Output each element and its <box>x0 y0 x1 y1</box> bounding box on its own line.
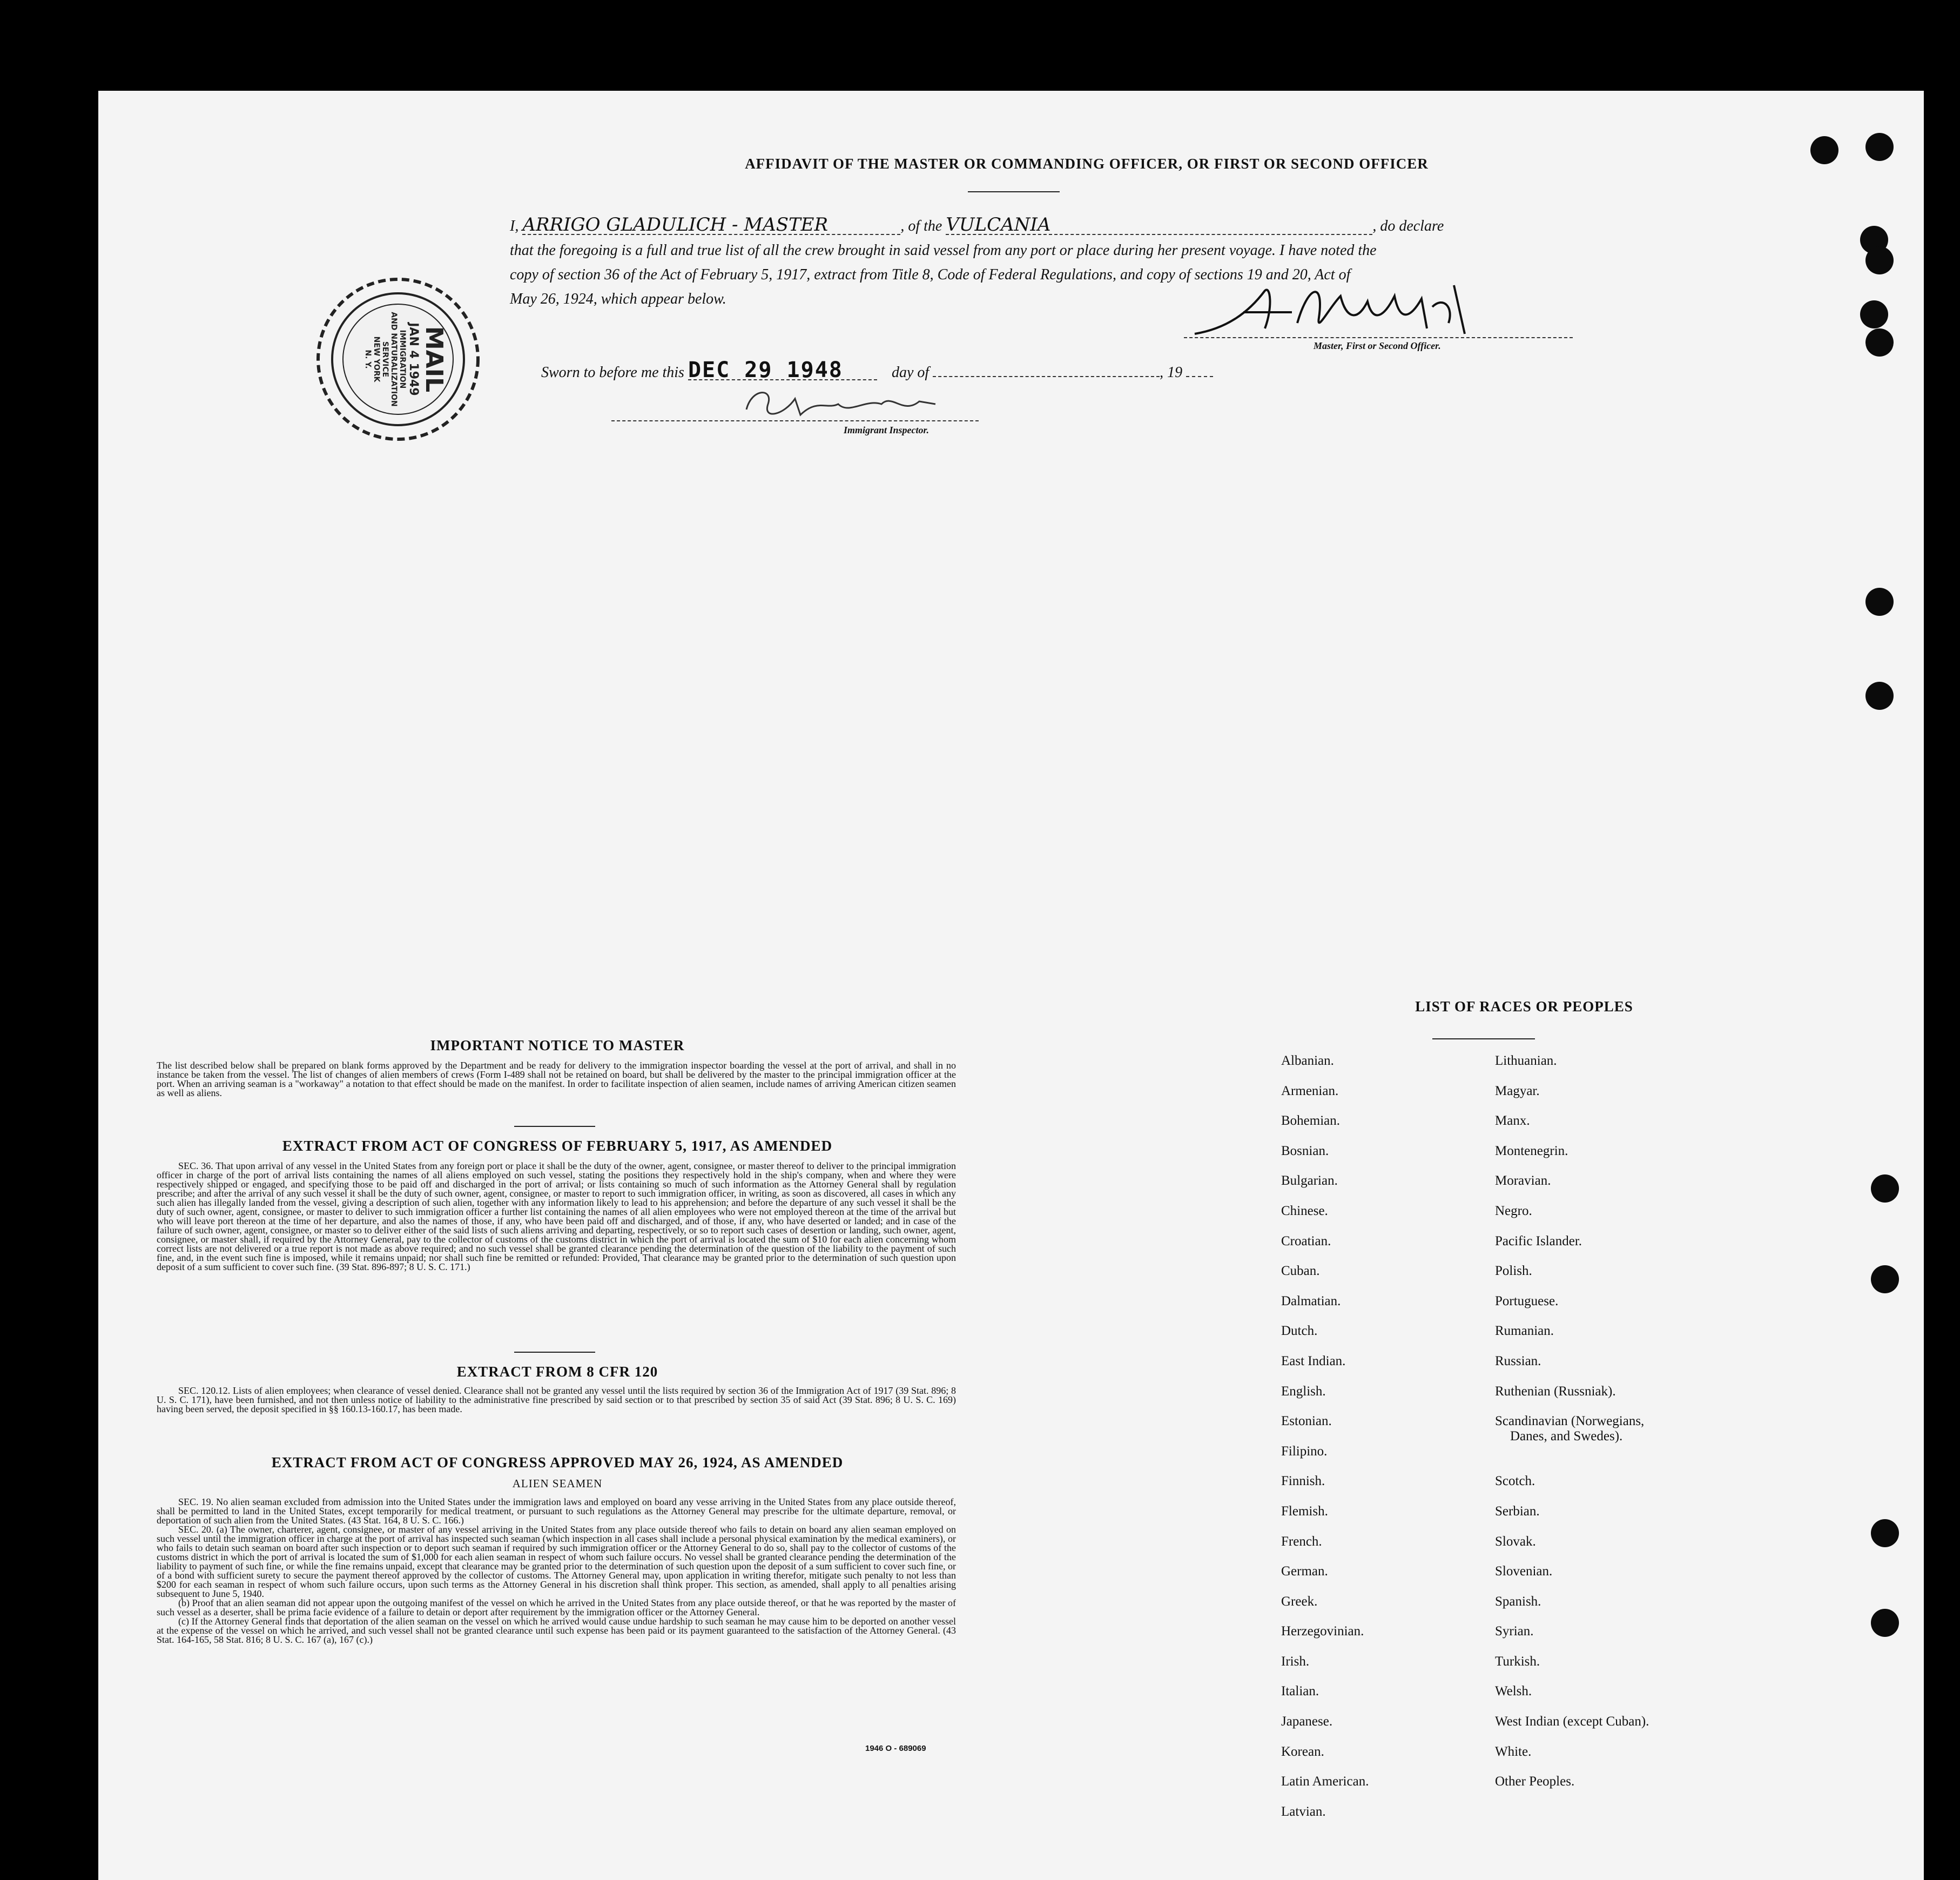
race-item: German. <box>1281 1564 1328 1579</box>
race-item: Montenegrin. <box>1495 1143 1568 1158</box>
race-item: Turkish. <box>1495 1654 1540 1669</box>
document-sheet <box>98 91 1924 1880</box>
race-item: Spanish. <box>1495 1594 1541 1609</box>
extract2-body: SEC. 120.12. Lists of alien employees; when clearance of vessel denied. Clearance shall not be granted any vessel until the lists required by section 36 of the Immigration Act of 1917 (39 Stat. 896; 8 U. S. C. 171), have been furnished, and not then unless notice of liability to the administrative fine prescribed by said section or to that prescribed by section 35 of said Act (39 Stat. 896; 8 U. S. C. 169) having been served, the deposit specified in §§ 160.13-160.17, has been made. <box>157 1385 956 1414</box>
notice-title: IMPORTANT NOTICE TO MASTER <box>430 1037 685 1053</box>
race-item: Armenian. <box>1281 1083 1339 1098</box>
race-item: Flemish. <box>1281 1503 1328 1519</box>
day-of-field[interactable] <box>933 376 1160 377</box>
inspector-line <box>611 420 979 421</box>
declaration-line-2: that the foregoing is a full and true list of all the crew brought in said vessel from any port or place during her present voyage. I have noted the <box>510 242 1377 259</box>
race-item: Russian. <box>1495 1353 1541 1368</box>
binder-hole <box>1865 246 1894 274</box>
extract3-sec19: SEC. 19. No alien seaman excluded from admission into the United States under the immigration laws and employed on board any vesse arriving in the United States from any place outside thereof, shall be permitted to land in the United States, except temporarily for medical treatment, or pursuant to such regulations as the Attorney General may prescribe for the ultimate departure, removal, or deportation of such alien from the United States. (43 Stat. 164, 8 U. S. C. 166.) <box>157 1496 956 1526</box>
race-item: Magyar. <box>1495 1083 1540 1098</box>
race-item: Chinese. <box>1281 1203 1328 1218</box>
race-item: Italian. <box>1281 1684 1319 1699</box>
race-item: Slovak. <box>1495 1534 1536 1549</box>
immigration-mail-stamp <box>314 276 482 443</box>
binder-hole <box>1871 1265 1899 1293</box>
extract3-title: EXTRACT FROM ACT OF CONGRESS APPROVED MAY 26, 1924, AS AMENDED <box>271 1454 844 1471</box>
race-item: Bulgarian. <box>1281 1173 1338 1189</box>
race-item: Polish. <box>1495 1264 1532 1279</box>
race-item: Korean. <box>1281 1744 1324 1759</box>
title-divider <box>968 191 1060 192</box>
race-item: Portuguese. <box>1495 1293 1559 1308</box>
stamp-org-line: N. Y. <box>363 350 372 369</box>
section-divider <box>514 1352 595 1353</box>
race-item: Scandinavian (Norwegians, <box>1495 1414 1645 1429</box>
race-item: East Indian. <box>1281 1353 1346 1368</box>
sworn-date-stamp: DEC 29 1948 <box>688 361 877 380</box>
race-item: Moravian. <box>1495 1173 1551 1189</box>
races-title: LIST OF RACES OR PEOPLES <box>1415 998 1633 1015</box>
race-item: Negro. <box>1495 1203 1532 1218</box>
race-item: French. <box>1281 1534 1322 1549</box>
binder-hole <box>1871 1609 1899 1637</box>
race-item: Scotch. <box>1495 1474 1535 1489</box>
declaration-line-1: I, ARRIGO GLADULICH - MASTER , of the VULCANIA , do declare <box>510 214 1444 236</box>
race-item: Greek. <box>1281 1594 1318 1609</box>
extract3-subtitle: ALIEN SEAMEN <box>512 1477 603 1490</box>
stamp-org-line: IMMIGRATION <box>398 330 407 389</box>
races-divider <box>1432 1038 1535 1039</box>
race-item: Syrian. <box>1495 1624 1534 1639</box>
race-item: Cuban. <box>1281 1264 1320 1279</box>
stamp-label: MAIL <box>420 326 448 393</box>
races-left-column <box>1281 1053 1486 1834</box>
master-signature-image <box>1184 274 1551 345</box>
race-item: Bohemian. <box>1281 1113 1341 1129</box>
binder-hole <box>1871 1519 1899 1547</box>
extract3-body <box>157 1498 956 1644</box>
race-item: Slovenian. <box>1495 1564 1553 1579</box>
race-item: Other Peoples. <box>1495 1774 1575 1789</box>
race-item: Estonian. <box>1281 1414 1332 1429</box>
race-item: Finnish. <box>1281 1474 1325 1489</box>
master-name-field[interactable]: ARRIGO GLADULICH - MASTER <box>522 216 900 235</box>
inspector-caption: Immigrant Inspector. <box>844 425 930 435</box>
binder-hole <box>1860 300 1888 328</box>
signature-caption: Master, First or Second Officer. <box>1314 340 1441 351</box>
race-item: Herzegovinian. <box>1281 1624 1364 1639</box>
race-item: Lithuanian. <box>1495 1053 1557 1068</box>
signature-line <box>1184 337 1573 338</box>
race-item: Dutch. <box>1281 1324 1318 1339</box>
race-item: West Indian (except Cuban). <box>1495 1714 1649 1729</box>
binder-hole <box>1865 133 1894 161</box>
stamp-inner <box>344 305 452 413</box>
race-item: White. <box>1495 1744 1532 1759</box>
stamp-org-line: SERVICE <box>381 341 389 378</box>
race-item: Latin American. <box>1281 1774 1369 1789</box>
extract3-sec20b: (b) Proof that an alien seaman did not appear upon the outgoing manifest of the vessel on which he arrived in the United States from any place outside thereof, or that he was reported by the master of such vessel as a deserter, shall be prima facie evidence of a failure to detain or deport after requirement by the immigration officer or the Attorney General. <box>157 1597 956 1617</box>
print-code: 1946 O - 689069 <box>865 1744 926 1753</box>
race-item: Manx. <box>1495 1113 1530 1129</box>
race-item: Croatian. <box>1281 1233 1331 1248</box>
race-item: Bosnian. <box>1281 1143 1329 1158</box>
race-item: Irish. <box>1281 1654 1310 1669</box>
inspector-signature-image <box>741 382 979 426</box>
binder-hole <box>1810 136 1838 164</box>
binder-hole <box>1865 328 1894 357</box>
extract3-sec20c: (c) If the Attorney General finds that deportation of the alien seaman on the vessel on which he arrived would cause undue hardship to such seaman he may cause him to be deported on another vessel at the expense of the vessel on which he arrived, and such vessel shall not be granted clearance until such expense has been paid or its payment guaranteed to the satisfaction of the Attorney General. (43 Stat. 164-165, 58 Stat. 816; 8 U. S. C. 167 (a), 167 (c).) <box>157 1616 956 1645</box>
race-item: Serbian. <box>1495 1503 1540 1519</box>
race-item: Filipino. <box>1281 1443 1328 1459</box>
stamp-org-line: AND NATURALIZATION <box>389 312 398 407</box>
year-field[interactable] <box>1186 376 1213 377</box>
affidavit-title: AFFIDAVIT OF THE MASTER OR COMMANDING OFFICER, OR FIRST OR SECOND OFFICER <box>745 156 1429 172</box>
stamp-org-line: NEW YORK <box>372 336 381 382</box>
race-item: Latvian. <box>1281 1804 1326 1819</box>
vessel-name-field[interactable]: VULCANIA <box>946 216 1372 235</box>
race-item: English. <box>1281 1384 1326 1399</box>
race-item: Danes, and Swedes). <box>1510 1429 1623 1444</box>
sworn-line: Sworn to before me this DEC 29 1948 day of , 19 <box>541 361 1213 381</box>
binder-hole <box>1865 588 1894 616</box>
race-item: Japanese. <box>1281 1714 1333 1729</box>
notice-body: The list described below shall be prepared on blank forms approved by the Department and be ready for delivery to the immigration inspector boarding the vessel at the port of arrival, and shall in no instance be taken from the vessel. The list of changes of alien members of crews (Form I-489 shall not be retained on board, but shall be delivered by the master to the principal immigration officer at the port. When an arriving seaman is a "workaway" a notation to that effect should be made on the manifest. In order to facilitate inspection of alien seamen, include names of arriving American citizen seamen as well as aliens. <box>157 1060 956 1098</box>
race-item: Albanian. <box>1281 1053 1334 1068</box>
races-right-column <box>1495 1053 1787 1804</box>
extract1-title: EXTRACT FROM ACT OF CONGRESS OF FEBRUARY 5, 1917, AS AMENDED <box>282 1138 833 1154</box>
race-item: Pacific Islander. <box>1495 1233 1582 1248</box>
binder-hole <box>1865 682 1894 710</box>
binder-hole <box>1871 1174 1899 1203</box>
section-divider <box>514 1126 595 1127</box>
extract3-sec20a: SEC. 20. (a) The owner, charterer, agent, consignee, or master of any vessel arriving in the United States from any place outside thereof who fails to detain on board any alien seaman employed on such vessel until the immigration officer in charge at the port of arrival has inspected such seaman (which inspection in all cases shall include a personal physical examination by the medical examiners), or who fails to detain such seaman on board after such inspection or to deport such seaman if required by such immigration officer or the Attorney General to do so, shall pay to the collector of customs of the customs district in which the port of arrival is located the sum of $1,000 for each alien seaman in respect of whom such failure occurs. No vessel shall be granted clearance pending the determination of the liability to payment of such fine, or while the fine remains unpaid, except that clearance may be granted prior to the determination of such question upon the deposit of a sum sufficient to cover such fine, or of a bond with sufficient surety to secure the payment thereof approved by the collector of customs. The Attorney General may, upon application in writing therefor, mitigate such penalty to not less than $200 for each seaman in respect of whom such failure occurs, upon such terms as the Attorney General in his discretion shall think proper. This section, as amended, shall apply to all penalties arising subsequent to June 5, 1940. <box>157 1524 956 1599</box>
race-item: Dalmatian. <box>1281 1293 1341 1308</box>
declaration-line-4: May 26, 1924, which appear below. <box>510 291 726 307</box>
race-item: Rumanian. <box>1495 1324 1554 1339</box>
stamp-date: JAN 4 1949 <box>407 323 420 396</box>
extract1-body: SEC. 36. That upon arrival of any vessel in the United States from any foreign port or place it shall be the duty of the owner, agent, consignee, or master thereof to deliver to the principal immigration officer in charge of the port of arrival lists containing the names of all aliens employed on such vessel, stating the positions they respectively hold in the ship's company, when and where they were respectively shipped or engaged, and specifying those to be paid off and discharged in the port of arrival; or lists containing so much of such information as the Attorney General shall by regulation prescribe; and after the arrival of any such vessel it shall be the duty of such owner, agent, consignee, or master to report to such immigration officer, in writing, as soon as discovered, all cases in which any such alien has illegally landed from the vessel, giving a description of such alien, together with any information likely to lead to his apprehension; and before the departure of any such vessel it shall be the duty of such owner, agent, consignee, or master to deliver to such immigration officer a further list containing the names of all alien employees who were not employed thereon at the time of the arrival but who will leave port thereon at the time of her departure, and also the names of those, if any, who have been paid off and discharged, and of those, if any, who have deserted or landed; and in case of the failure of such owner, agent, consignee, or master so to deliver either of the said lists of such aliens arriving and departing, respectively, or so to report such cases of desertion or landing, such owner, agent, consignee, or master shall, if required by the Attorney General, pay to the collector of customs of the customs district in which the port of arrival is located the sum of $10 for each alien concerning whom correct lists are not delivered or a true report is not made as above required; and no such vessel shall be granted clearance pending the determination of the question of the liability to the payment of such fine, and, in the event such fine is imposed, while it remains unpaid; nor shall such fine be remitted or refunded: Provided, That clearance may be granted prior to the determination of such question upon deposit of a sum sufficient to cover such fine. (39 Stat. 896-897; 8 U. S. C. 171.) <box>157 1160 956 1272</box>
declaration-line-3: copy of section 36 of the Act of February 5, 1917, extract from Title 8, Code of Federal Regulations, and copy of sections 19 and 20, Act of <box>510 266 1351 283</box>
race-item: Welsh. <box>1495 1684 1532 1699</box>
race-item: Ruthenian (Russniak). <box>1495 1384 1616 1399</box>
extract2-title: EXTRACT FROM 8 CFR 120 <box>456 1364 658 1380</box>
